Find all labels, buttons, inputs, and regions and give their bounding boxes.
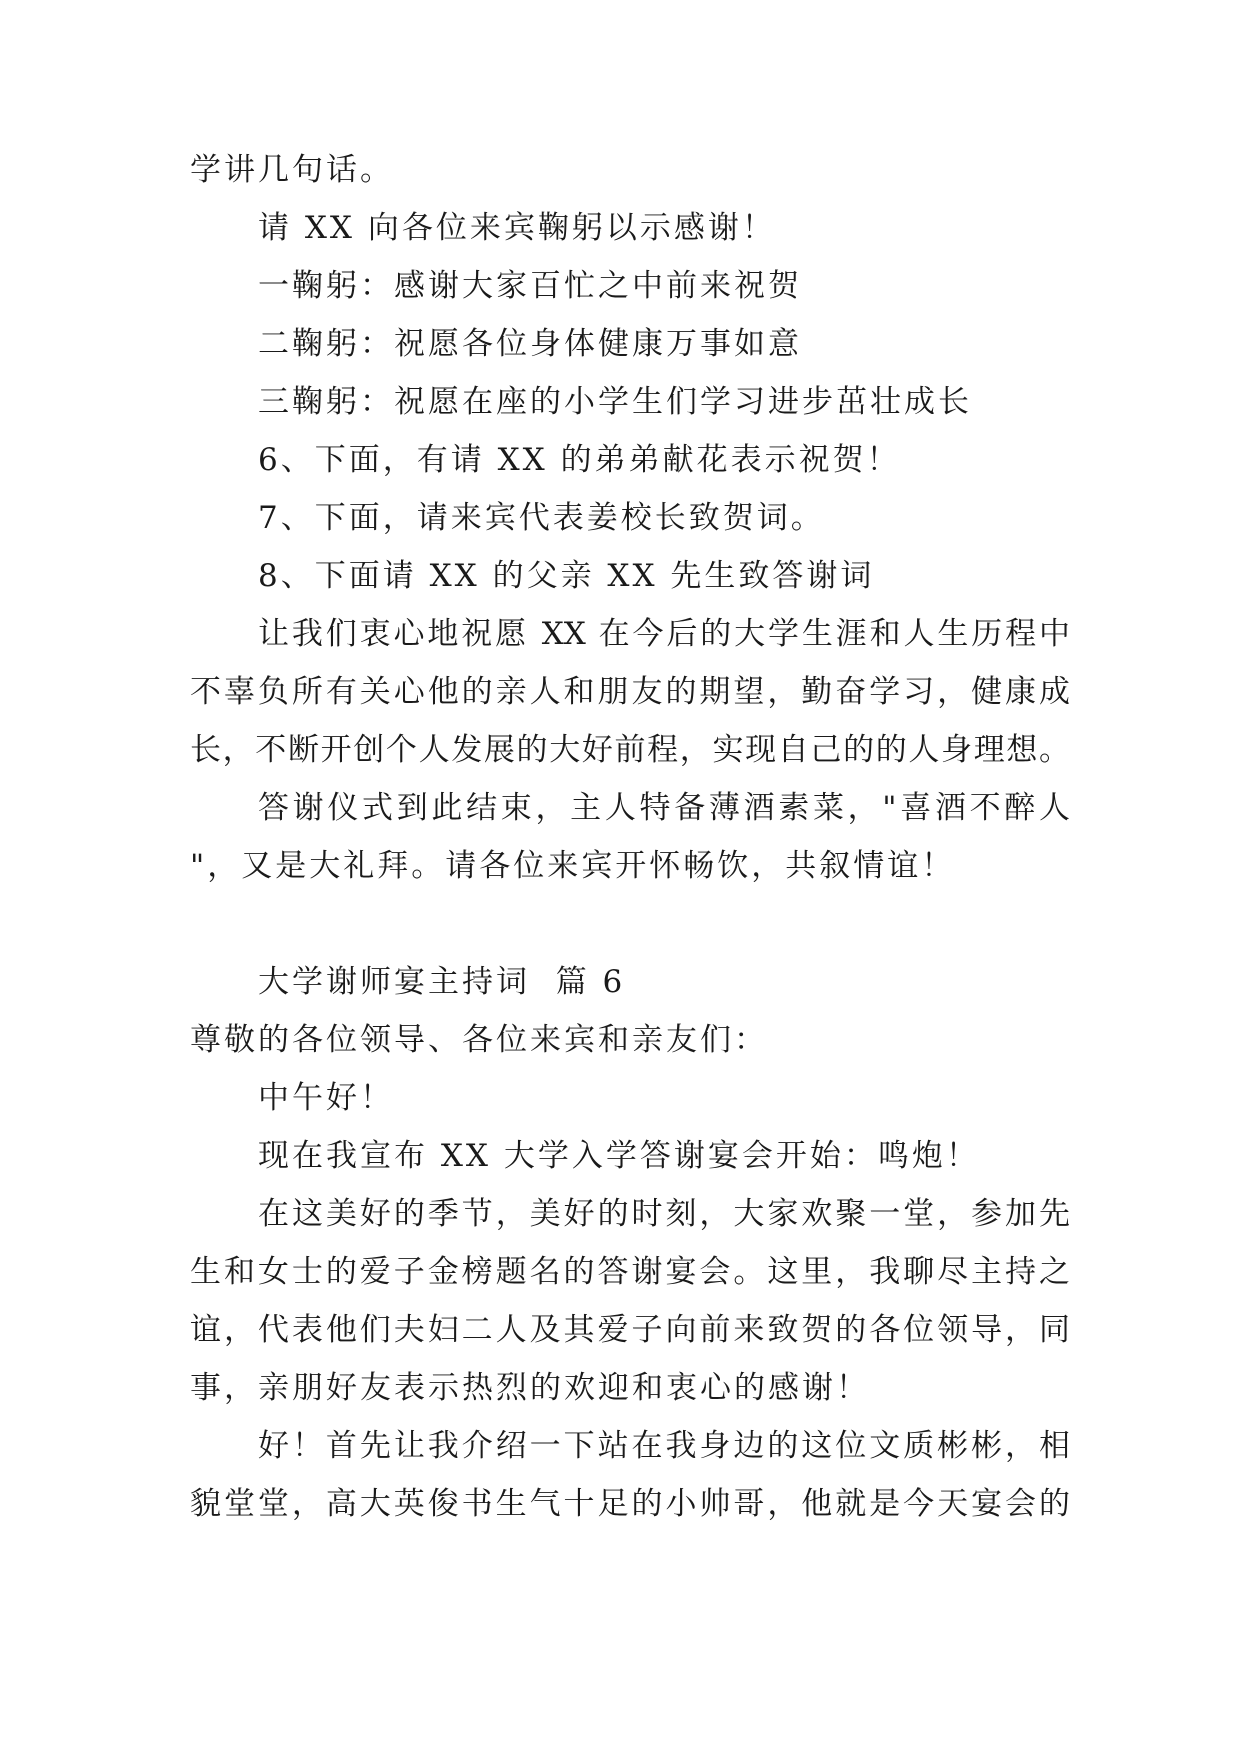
text-line-2: 请 XX 向各位来宾鞠躬以示感谢！ <box>258 210 776 246</box>
text-line-23: 貌堂堂，高大英俊书生气十足的小帅哥，他就是今天宴会的 <box>190 1486 1070 1522</box>
text-line-6: 6、下面，有请 XX 的弟弟献花表示祝贺！ <box>258 442 901 478</box>
text-line-5: 三鞠躬：祝愿在座的小学生们学习进步茁壮成长 <box>258 384 972 420</box>
text-line-8: 8、下面请 XX 的父亲 XX 先生致答谢词 <box>258 558 875 594</box>
text-line-1: 学讲几句话。 <box>190 152 394 188</box>
text-line-18: 在这美好的季节，美好的时刻，大家欢聚一堂，参加先 <box>258 1196 1070 1232</box>
text-line-21: 事，亲朋好友表示热烈的欢迎和衷心的感谢！ <box>190 1370 870 1406</box>
text-line-22: 好！首先让我介绍一下站在我身边的这位文质彬彬，相 <box>258 1428 1070 1464</box>
text-line-13: "，又是大礼拜。请各位来宾开怀畅饮，共叙情谊！ <box>190 848 956 884</box>
text-line-17: 现在我宣布 XX 大学入学答谢宴会开始：鸣炮！ <box>258 1138 980 1174</box>
text-line-4: 二鞠躬：祝愿各位身体健康万事如意 <box>258 326 802 362</box>
text-line-10: 不辜负所有关心他的亲人和朋友的期望，勤奋学习，健康成 <box>190 674 1070 710</box>
text-line-11: 长，不断开创个人发展的大好前程，实现自己的的人身理想。 <box>190 732 1070 768</box>
text-line-7: 7、下面，请来宾代表姜校长致贺词。 <box>258 500 825 536</box>
text-line-3: 一鞠躬：感谢大家百忙之中前来祝贺 <box>258 268 802 304</box>
text-line-12: 答谢仪式到此结束，主人特备薄酒素菜，"喜酒不醉人 <box>258 790 1070 826</box>
text-line-20: 谊，代表他们夫妇二人及其爱子向前来致贺的各位领导，同 <box>190 1312 1070 1348</box>
text-line-19: 生和女士的爱子金榜题名的答谢宴会。这里，我聊尽主持之 <box>190 1254 1070 1290</box>
section-heading: 大学谢师宴主持词 篇 6 <box>258 964 626 1000</box>
salutation-line: 尊敬的各位领导、各位来宾和亲友们： <box>190 1022 768 1058</box>
text-line-16: 中午好！ <box>258 1080 394 1116</box>
text-line-9: 让我们衷心地祝愿 XX 在今后的大学生涯和人生历程中 <box>258 616 1070 652</box>
